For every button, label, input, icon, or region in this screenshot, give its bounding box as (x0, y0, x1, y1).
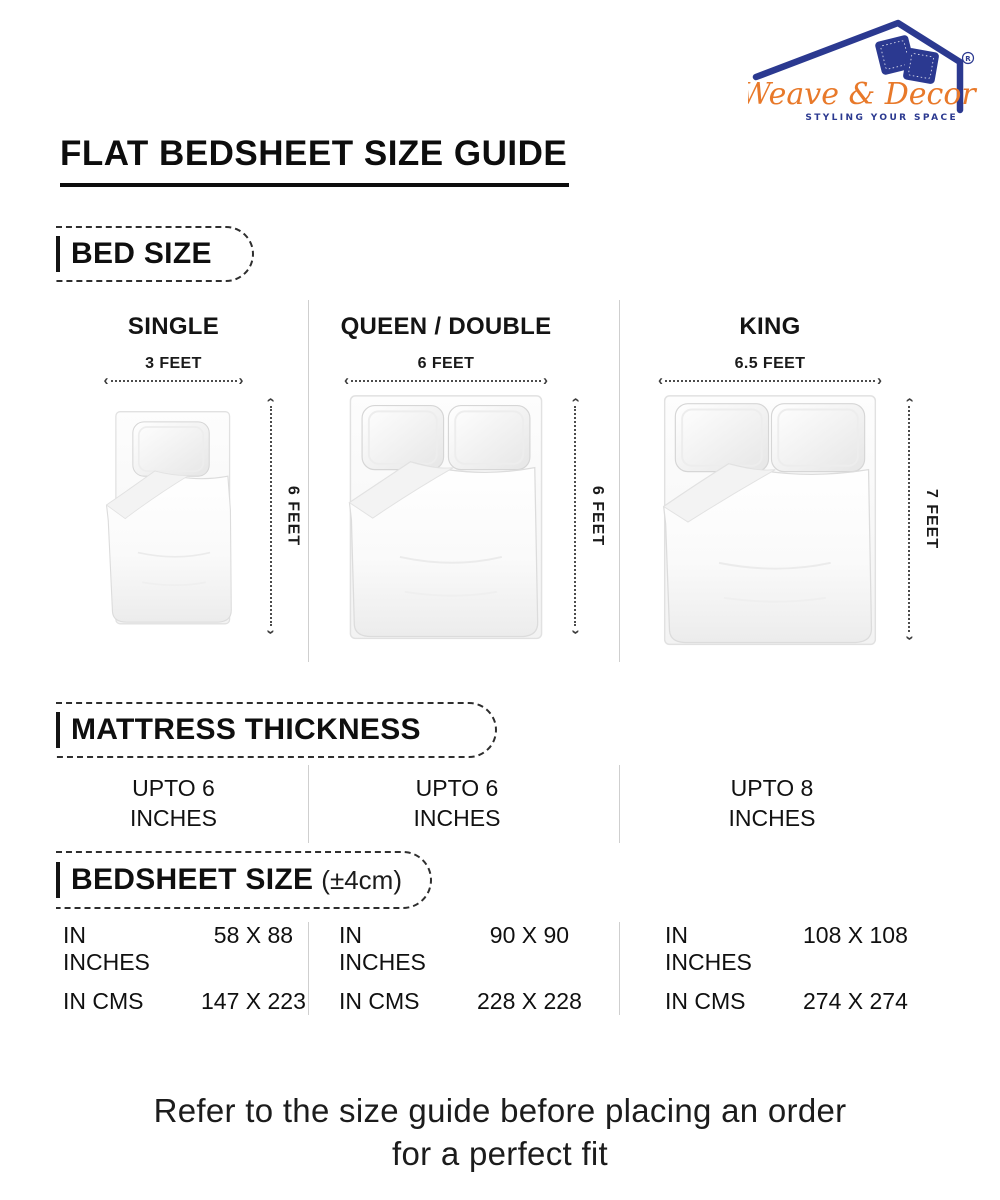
arrow-line (351, 380, 541, 382)
page-title: FLAT BEDSHEET SIZE GUIDE (60, 134, 569, 187)
bed-column-single (55, 300, 308, 662)
mattress-thickness-single (55, 765, 308, 843)
pillow (448, 406, 529, 470)
bedsheet-size-table (55, 922, 960, 1012)
bed-illustration-wrap (104, 392, 302, 652)
brand-tagline: STYLING YOUR SPACE (805, 113, 958, 123)
inches-label: IN INCHES (665, 922, 752, 975)
inches-label: IN INCHES (63, 922, 150, 975)
header-accent-bar (56, 236, 60, 271)
bed-block (340, 313, 606, 662)
bed-width-label: 6.5 FEET (734, 355, 806, 372)
thickness-line1: UPTO 6 (132, 775, 215, 802)
arrow-up-icon: › (900, 397, 917, 403)
header-accent-bar (56, 712, 60, 747)
registered-mark: R (965, 54, 971, 63)
arrow-line (270, 406, 272, 626)
pillow (771, 404, 864, 472)
mattress-thickness-king (620, 765, 960, 843)
section-header-label: BED SIZE (71, 237, 212, 270)
arrow-down-icon: › (262, 629, 280, 635)
length-arrow (566, 394, 606, 638)
bed-size-columns (55, 300, 960, 662)
arrow-down-icon: › (567, 629, 584, 635)
thickness-line1: UPTO 6 (415, 775, 499, 802)
thickness-line2: INCHES (728, 805, 816, 831)
arrow-down-icon: › (901, 635, 918, 641)
pillow (132, 422, 208, 476)
bedsheet-size-single (55, 922, 308, 1015)
bed-name: SINGLE (127, 313, 220, 340)
arrow-right-icon: › (877, 372, 882, 389)
length-arrow (261, 394, 302, 638)
mattress-thickness-row (55, 765, 960, 843)
section-header-mattress-thickness (56, 702, 497, 758)
arrow-line (111, 380, 237, 382)
bed-length-label: 6 FEET (589, 485, 606, 547)
bed-block (658, 313, 940, 662)
bed-column-queen-double (308, 300, 620, 662)
pillow (675, 404, 768, 472)
bed-name: KING (739, 313, 801, 340)
cms-label: IN CMS (63, 988, 144, 1014)
inches-value: 58 X 88 (213, 922, 294, 948)
width-arrow (658, 374, 882, 388)
bed-illustration-wrap (344, 392, 606, 652)
footer-line2: for a perfect fit (391, 1134, 609, 1172)
bedsheet-size-queen (308, 922, 620, 1015)
footer-line1: Refer to the size guide before placing an order (153, 1092, 847, 1129)
size-pairs (63, 922, 306, 1015)
bedsheet-size-king (620, 922, 960, 1015)
bed-illustration-single (104, 392, 244, 652)
bed-width-label: 6 FEET (417, 355, 475, 372)
arrow-left-icon: ‹ (103, 372, 109, 389)
thickness-line1: UPTO 8 (730, 775, 814, 802)
section-header-bed-size (56, 226, 254, 282)
inches-value: 90 X 90 (489, 922, 570, 948)
section-header-label: BEDSHEET SIZE (71, 863, 314, 896)
brand-logo (748, 10, 978, 124)
arrow-right-icon: › (543, 372, 548, 389)
pillow (362, 406, 443, 470)
header-accent-bar (56, 862, 60, 899)
width-arrow (104, 374, 244, 388)
inches-value: 108 X 108 (803, 922, 908, 948)
cms-label: IN CMS (339, 988, 420, 1014)
brand-name: Weave & Decor (748, 77, 976, 112)
inches-label: IN INCHES (339, 922, 426, 975)
width-arrow (344, 374, 548, 388)
arrow-line (574, 406, 576, 626)
thickness-line2: INCHES (413, 805, 501, 831)
size-pairs (665, 922, 908, 1015)
footer-note (0, 1090, 1000, 1176)
arrow-up-icon: › (261, 397, 279, 403)
arrow-up-icon: › (566, 397, 583, 403)
section-header-label: MATTRESS THICKNESS (71, 713, 421, 746)
thickness-line2: INCHES (130, 805, 217, 831)
mattress-thickness-queen (308, 765, 620, 843)
bed-block (103, 313, 302, 662)
tolerance-label: (±4cm) (321, 864, 402, 895)
section-header-bedsheet-size (56, 851, 432, 909)
bed-length-label: 7 FEET (923, 488, 940, 550)
arrow-line (908, 406, 910, 632)
bed-illustration-queen (344, 392, 548, 652)
arrow-right-icon: › (238, 372, 244, 389)
cms-label: IN CMS (665, 988, 746, 1014)
bed-illustration-king (658, 392, 882, 658)
bed-width-label: 3 FEET (145, 355, 202, 372)
cms-value: 228 X 228 (477, 988, 582, 1014)
cms-value: 274 X 274 (803, 988, 908, 1014)
cms-value: 147 X 223 (201, 988, 306, 1014)
arrow-line (665, 380, 875, 382)
bed-illustration-wrap (658, 392, 940, 658)
bed-column-king (620, 300, 960, 662)
arrow-left-icon: ‹ (658, 372, 663, 389)
brand-logo-graphic (748, 10, 978, 124)
size-pairs (339, 922, 582, 1015)
arrow-left-icon: ‹ (344, 372, 349, 389)
bed-name: QUEEN / DOUBLE (340, 313, 552, 340)
length-arrow (900, 394, 940, 644)
bed-length-label: 6 FEET (284, 485, 302, 547)
